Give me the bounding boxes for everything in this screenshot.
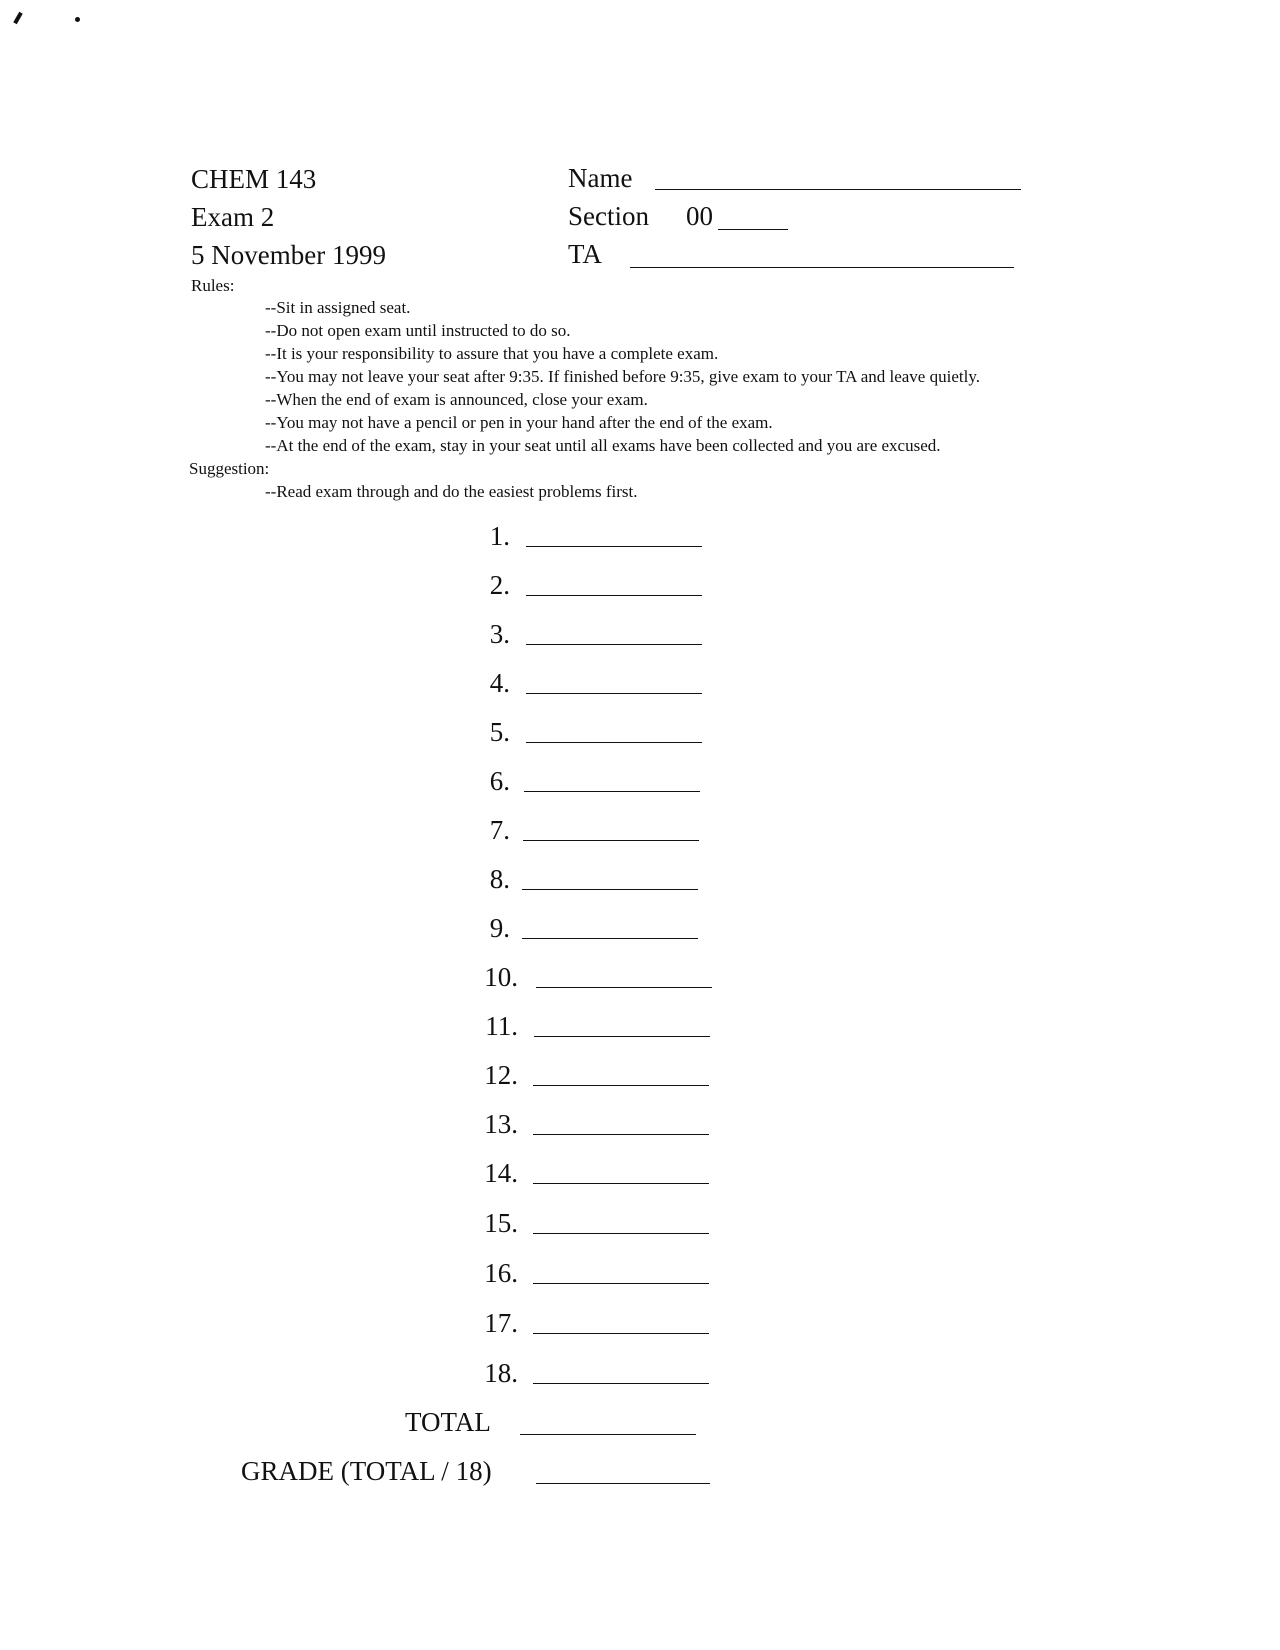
rule-item: --You may not have a pencil or pen in your hand after the end of the exam. bbox=[265, 413, 773, 432]
question-number: 11. bbox=[485, 1011, 518, 1041]
score-field[interactable] bbox=[536, 987, 712, 988]
exam-date: 5 November 1999 bbox=[191, 240, 386, 270]
rule-item: --At the end of the exam, stay in your seat until all exams have been collected and you are excused. bbox=[265, 436, 941, 455]
suggestion-heading: Suggestion: bbox=[189, 459, 270, 478]
score-field[interactable] bbox=[526, 693, 702, 694]
section-label: Section bbox=[568, 201, 649, 231]
score-field[interactable] bbox=[526, 644, 702, 645]
question-number: 17. bbox=[484, 1308, 518, 1338]
question-number: 5. bbox=[489, 717, 510, 747]
exam-title: Exam 2 bbox=[191, 202, 275, 232]
rule-item: --You may not leave your seat after 9:35. If finished before 9:35, give exam to your TA and leave quietly. bbox=[265, 367, 980, 386]
score-field[interactable] bbox=[523, 840, 699, 841]
score-field[interactable] bbox=[533, 1333, 709, 1334]
question-number: 16. bbox=[484, 1258, 518, 1288]
question-number: 3. bbox=[489, 619, 510, 649]
grade-field[interactable] bbox=[536, 1483, 710, 1484]
score-field[interactable] bbox=[533, 1233, 709, 1234]
question-number: 1. bbox=[489, 521, 510, 551]
scan-mark-1 bbox=[13, 12, 22, 24]
question-number: 15. bbox=[484, 1208, 518, 1238]
question-number: 6. bbox=[489, 766, 510, 796]
score-field[interactable] bbox=[533, 1134, 709, 1135]
section-prefix: 00 bbox=[686, 201, 713, 231]
score-field[interactable] bbox=[522, 889, 698, 890]
rule-item: --Do not open exam until instructed to do so. bbox=[265, 321, 571, 340]
score-field[interactable] bbox=[533, 1283, 709, 1284]
scan-mark-2 bbox=[75, 17, 80, 22]
score-field[interactable] bbox=[533, 1085, 709, 1086]
score-field[interactable] bbox=[534, 1036, 710, 1037]
question-number: 18. bbox=[484, 1358, 518, 1388]
score-field[interactable] bbox=[533, 1183, 709, 1184]
course-title: CHEM 143 bbox=[191, 164, 317, 194]
grade-label: GRADE (TOTAL / 18) bbox=[241, 1456, 492, 1486]
total-field[interactable] bbox=[520, 1434, 696, 1435]
question-number: 12. bbox=[484, 1060, 518, 1090]
rules-heading: Rules: bbox=[191, 276, 235, 295]
rule-item: --Sit in assigned seat. bbox=[265, 298, 411, 317]
suggestion-item: --Read exam through and do the easiest problems first. bbox=[265, 482, 638, 501]
score-field[interactable] bbox=[526, 546, 702, 547]
rule-item: --It is your responsibility to assure that you have a complete exam. bbox=[265, 344, 719, 363]
question-number: 7. bbox=[489, 815, 510, 845]
total-label: TOTAL bbox=[405, 1407, 491, 1437]
score-field[interactable] bbox=[522, 938, 698, 939]
question-number: 8. bbox=[489, 864, 510, 894]
question-number: 13. bbox=[484, 1109, 518, 1139]
question-number: 10. bbox=[484, 962, 518, 992]
ta-label: TA bbox=[568, 239, 602, 269]
score-field[interactable] bbox=[533, 1383, 709, 1384]
score-field[interactable] bbox=[524, 791, 700, 792]
name-field[interactable] bbox=[655, 189, 1021, 190]
section-field[interactable] bbox=[718, 229, 788, 230]
question-number: 4. bbox=[489, 668, 510, 698]
name-label: Name bbox=[568, 163, 633, 193]
score-field[interactable] bbox=[526, 742, 702, 743]
ta-field[interactable] bbox=[630, 267, 1014, 268]
rule-item: --When the end of exam is announced, close your exam. bbox=[265, 390, 648, 409]
question-number: 2. bbox=[489, 570, 510, 600]
question-number: 14. bbox=[484, 1158, 518, 1188]
score-field[interactable] bbox=[526, 595, 702, 596]
question-number: 9. bbox=[489, 913, 510, 943]
